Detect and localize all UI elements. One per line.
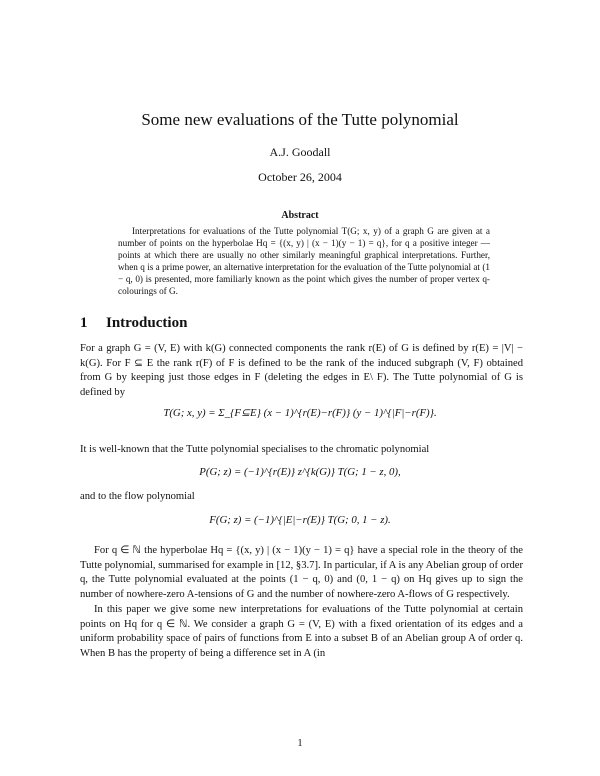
equation-tutte: T(G; x, y) = Σ_{F⊆E} (x − 1)^{r(E)−r(F)} (y − 1)^{|F|−r(F)}.	[163, 407, 437, 419]
section-number: 1	[80, 315, 88, 331]
section-heading	[80, 315, 187, 332]
paragraph-definitions: For a graph G = (V, E) with k(G) connected components the rank r(E) of G is defined by r(E) = |V| − k(G). For F ⊆ E the rank r(F) of F is defined to be the rank of the induced subgraph (V, F) obtained from G by keeping just those edges in F (deleting the edges in E\ F). The Tutte polynomial of G is defined by	[80, 343, 523, 398]
paper-author: A.J. Goodall	[269, 145, 331, 159]
paragraph-chromatic-intro: It is well-known that the Tutte polynomial specialises to the chromatic polynomial	[80, 444, 430, 455]
section-title: Introduction	[106, 315, 188, 331]
abstract-text: Interpretations for evaluations of the Tutte polynomial T(G; x, y) of a graph G are given at a number of points on the hyperbolae Hq = {(x, y) | (x − 1)(y − 1) = q}, for q a positive integer — points at which there are usually no other similarly meaningful graphical interpretations. Further, when q is a prime power, an alternative interpretation for the evaluation of the Tutte polynomial at (1 − q, 0) is presented, more familiarly known as the point which gives the number of proper vertex q-colourings of G.	[118, 226, 490, 297]
equation-flow: F(G; z) = (−1)^{|E|−r(E)} T(G; 0, 1 − z).	[209, 514, 391, 526]
paragraph-hyperbolae: For q ∈ ℕ the hyperbolae Hq = {(x, y) | (x − 1)(y − 1) = q} have a special role in the theory of the Tutte polynomial, summarised for example in [12, §3.7]. In particular, if A is any Abelian group of order q, the Tutte polynomial evaluated at the points (1 − q, 0) and (0, 1 − q) on Hq gives up to sign the number of nowhere-zero A-tensions of G and the number of nowhere-zero A-flows of G respectively.	[80, 545, 523, 600]
page-number: 1	[297, 738, 303, 749]
paper-date: October 26, 2004	[258, 170, 342, 184]
paper-title: Some new evaluations of the Tutte polynomial	[141, 110, 459, 129]
equation-chromatic: P(G; z) = (−1)^{r(E)} z^{k(G)} T(G; 1 − z, 0),	[199, 466, 401, 478]
paragraph-flow-intro: and to the flow polynomial	[80, 491, 195, 502]
paragraph-this-paper: In this paper we give some new interpretations for evaluations of the Tutte polynomial at certain points on Hq for q ∈ ℕ. We consider a graph G = (V, E) with a fixed orientation of its edges and a uniform probability space of pairs of functions from E into a subset B of an Abelian group A of order q. When B has the property of being a difference set in A (in	[80, 604, 523, 659]
abstract-heading: Abstract	[281, 210, 319, 221]
